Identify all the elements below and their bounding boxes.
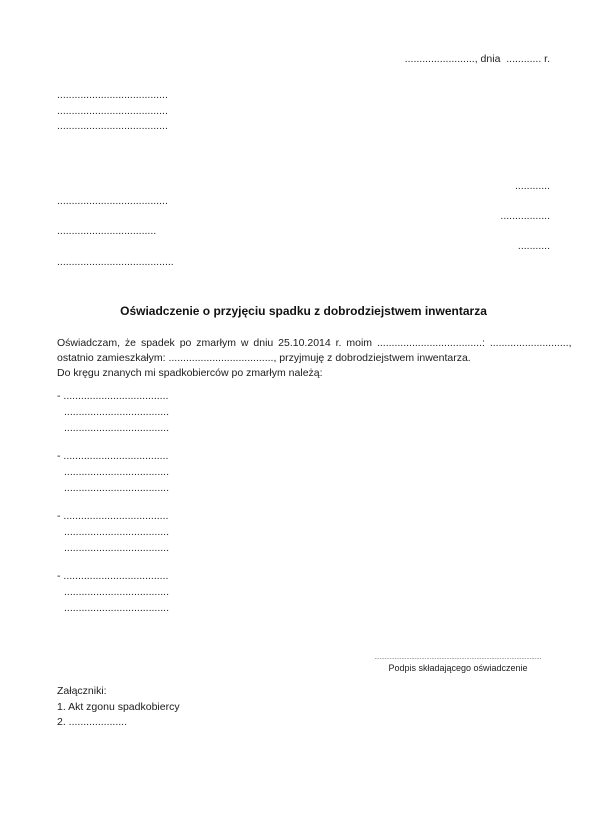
form-dotted-line-left: ...................................... bbox=[57, 194, 168, 207]
signature-block bbox=[372, 654, 544, 675]
heir-entry bbox=[57, 448, 550, 496]
declaration-paragraph bbox=[57, 336, 572, 382]
document-title: Oświadczenie o przyjęciu spadku z dobrodziejstwem inwentarza bbox=[120, 303, 487, 318]
heir-dotted-line: .................................... bbox=[64, 542, 170, 555]
signature-dotted-line: .................................................................................................... bbox=[374, 655, 542, 662]
heir-dotted-line: - .................................... bbox=[57, 390, 169, 403]
attachment-item: 1. Akt zgonu spadkobiercy bbox=[57, 700, 180, 713]
form-dotted-line-left: ........................................ bbox=[57, 255, 174, 268]
form-dotted-line-right: ............ bbox=[514, 179, 550, 192]
heir-dotted-line: .................................... bbox=[64, 586, 170, 599]
sender-dotted-line: ...................................... bbox=[57, 104, 168, 117]
heirs-list bbox=[57, 388, 550, 616]
sender-block bbox=[57, 88, 550, 135]
attachment-item: 2. .................... bbox=[57, 716, 128, 729]
declaration-line-3: Do kręgu znanych mi spadkobierców po zmarłym należą: bbox=[57, 367, 323, 380]
form-dotted-line-right: ................. bbox=[500, 209, 550, 222]
heir-dotted-line: .................................... bbox=[64, 422, 170, 435]
form-dotted-line-left: .................................. bbox=[57, 225, 157, 238]
recipient-block bbox=[57, 179, 550, 270]
form-dotted-line-right: ........... bbox=[517, 240, 550, 253]
declaration-line-2: ostatnio zamieszkałym: ...................................., przyjmuję z dobrodziejstwem inwentarza. bbox=[57, 351, 471, 364]
heir-dotted-line: .................................... bbox=[64, 406, 170, 419]
heir-entry bbox=[57, 388, 550, 436]
attachments-section bbox=[57, 684, 550, 731]
heir-dotted-line: - .................................... bbox=[57, 450, 169, 463]
date-place-line: ........................, dnia ............ r. bbox=[404, 53, 550, 65]
sender-dotted-line: ...................................... bbox=[57, 120, 168, 132]
heir-dotted-line: .................................... bbox=[64, 482, 170, 495]
declaration-line-1: Oświadczam, że spadek po zmarłym w dniu 25.10.2014 r. moim ....................................: ..........................., bbox=[57, 336, 572, 349]
heir-entry bbox=[57, 568, 550, 616]
attachments-heading: Załączniki: bbox=[57, 685, 107, 698]
heir-dotted-line: .................................... bbox=[64, 526, 170, 539]
heir-dotted-line: - .................................... bbox=[57, 510, 169, 523]
heir-entry bbox=[57, 508, 550, 556]
heir-dotted-line: .................................... bbox=[64, 466, 170, 479]
sender-dotted-line: ...................................... bbox=[57, 89, 168, 101]
heir-dotted-line: - .................................... bbox=[57, 570, 169, 583]
heir-dotted-line: .................................... bbox=[64, 602, 170, 615]
signature-caption: Podpis składającego oświadczenie bbox=[388, 663, 528, 674]
